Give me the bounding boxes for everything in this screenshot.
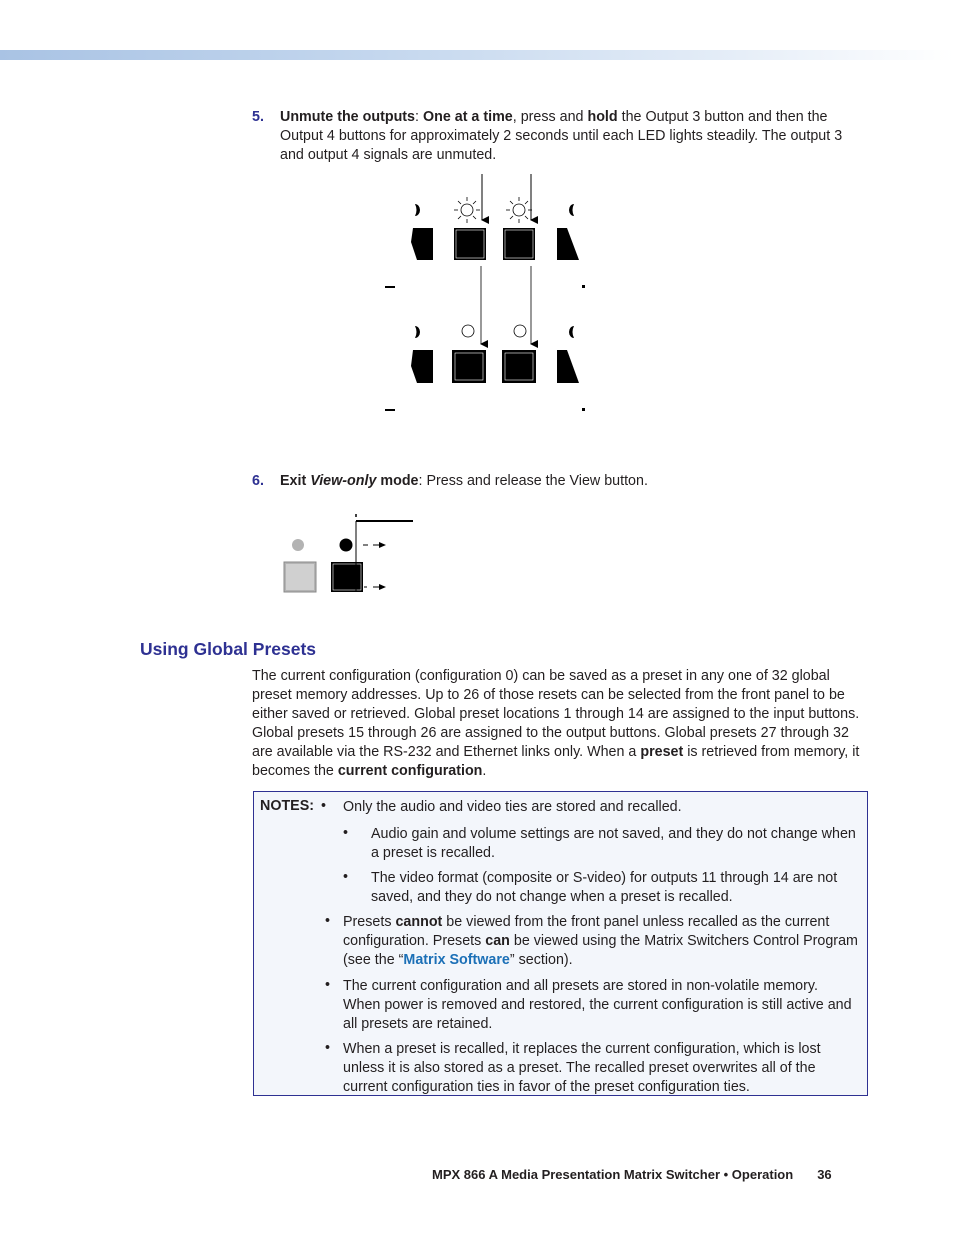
partial-button-left xyxy=(411,228,433,260)
view-button-diagram xyxy=(275,510,425,600)
led-off-icon xyxy=(462,325,474,337)
note-2: Presets cannot be viewed from the front panel unless recalled as the current configuration. Presets can be viewed using the Matrix Switchers Control Program (see the “Matrix Software” section). xyxy=(343,914,858,968)
matrix-software-link[interactable]: Matrix Software xyxy=(403,951,510,968)
note-1a: Audio gain and volume settings are not saved, and they do not change when a preset is recalled. xyxy=(371,826,856,861)
led-gray-icon xyxy=(292,539,304,551)
note-4: When a preset is recalled, it replaces the current configuration, which is lost unless it is also stored as a preset. The recalled preset overwrites all of the current configuration ties in favor of the preset configuration ties. xyxy=(343,1041,821,1095)
partial-button-right xyxy=(557,350,579,383)
step-number: 6. xyxy=(252,473,264,489)
note-3: The current configuration and all presets are stored in non-volatile memory. When power is removed and restored, the current configuration is still active and all presets are retained. xyxy=(343,978,852,1032)
step-text: Exit View-only mode: Press and release the View button. xyxy=(280,473,648,489)
step-text: Unmute the outputs: One at a time, press and hold the Output 3 button and then the Output 4 buttons for approximately 2 seconds until each LED lights steadily. The output 3 and output 4 signals are unmuted. xyxy=(280,109,843,163)
step-number: 5. xyxy=(252,109,264,125)
bullet: • xyxy=(343,869,349,885)
header-gradient-bar xyxy=(0,50,954,60)
led-partial-icon xyxy=(415,204,420,216)
note-1: Only the audio and video ties are stored and recalled. xyxy=(343,799,682,815)
led-partial-icon xyxy=(415,326,420,338)
section-heading: Using Global Presets xyxy=(140,639,317,659)
page-number: 36 xyxy=(817,1167,832,1182)
led-partial-icon xyxy=(569,326,574,338)
led-off-icon xyxy=(514,325,526,337)
note-1b: The video format (composite or S-video) for outputs 11 through 14 are not saved, and they do not change when a preset is recalled. xyxy=(371,870,838,905)
step-5 xyxy=(252,108,857,165)
bullet: • xyxy=(325,977,331,993)
led-lit-icon xyxy=(454,197,480,223)
footer-title: MPX 866 A Media Presentation Matrix Switcher • Operation xyxy=(432,1167,794,1182)
bullet: • xyxy=(321,798,327,814)
led-partial-icon xyxy=(569,204,574,216)
led-lit-icon xyxy=(506,197,532,223)
notes-label: NOTES: xyxy=(260,798,315,814)
bullet: • xyxy=(325,913,331,929)
page-footer xyxy=(432,1167,832,1182)
partial-button-right xyxy=(557,228,579,260)
body-paragraph: The current configuration (configuration 0) can be saved as a preset in any one of 32 global preset memory addresses. Up to 26 of those resets can be selected from the front panel to be either saved or retrieved. Global preset locations 1 through 14 are assigned to the input buttons. Global presets 15 through 26 are assigned to the output buttons. Global presets 27 through 32 are available via the RS-232 and Ethernet links only. When a preset is retrieved from memory, it becomes the current configuration. xyxy=(252,668,860,779)
step-6 xyxy=(252,472,857,491)
output-buttons-diagram xyxy=(375,170,595,420)
notes-box xyxy=(253,791,868,1096)
partial-button-left xyxy=(411,350,433,383)
bullet: • xyxy=(325,1040,331,1056)
led-on-icon xyxy=(340,539,353,552)
bullet: • xyxy=(343,825,349,841)
